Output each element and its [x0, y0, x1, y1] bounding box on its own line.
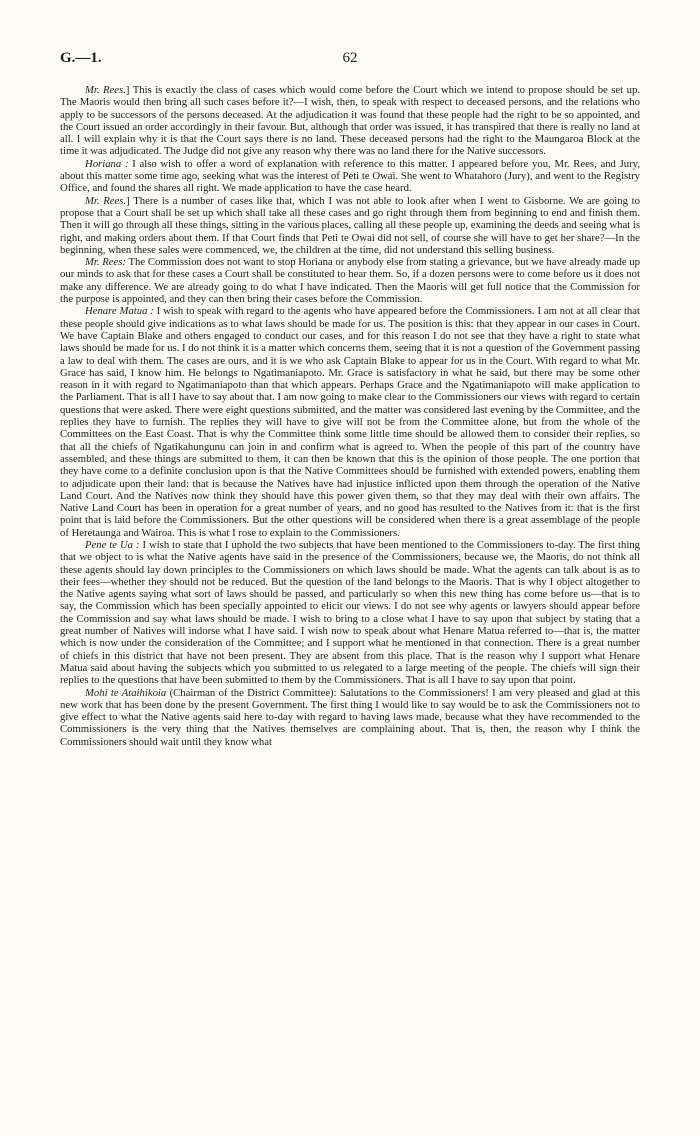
paragraph-text: I wish to speak with regard to the agents who have appeared before the Commissioners. I am not at all clear that these people should give indications as to what laws should be made for us. The position is this: that they appear in our cases in Court. We have Captain Blake and others engaged to conduct our cases, and for this reason I do not see that they have a right to state what laws should be made for us. I do not think it is a matter which concerns them, seeing that it is not a question of the Government passing a law to deal with them. The cases are ours, and it is we who ask Captain Blake to appear for us in the Court. With regard to what Mr. Grace has said, I know him. He belongs to Ngatimaniapoto. Mr. Grace is satisfactory in what he said, but there may be some other reason in it with regard to Ngatimaniapoto than that which appears. Perhaps Grace and the Ngatimaniapoto will make application to the Parliament. That is all I have to say about that. I am now going to make clear to the Commissioners our views with regard to certain questions that were asked. There were eight questions submitted, and the matter was considered last evening by the Committee, and the replies they have to furnish. The replies they will have to give will not be from the Committee alone, but from the whole of the Committees on the East Coast. That is why the Committee think some little time should be allowed them to consider their replies, so that all the chiefs of Ngatikahungunu can join in and confirm what is agreed to. When the people of this part of the country have assembled, and these things are submitted to them, it can then be known that this is the opinion of those people. The one portion that they have come to a definite conclusion upon is that the Native Committees should be furnished with extended powers, enabling them to adjudicate upon their land: that is because the Natives have had injustice inflicted upon them through the operation of the Native Land Court. And the Natives now think they should have this power given them, so that they may deal with their own affairs. The Native Land Court has been in operation for a great number of years, and no good has resulted to the Natives from it: that is the first point that is laid before the Commissioners. But the other questions will be considered when there is a great assemblage of the people of Heretaunga and Wairoa. This is what I rose to explain to the Commissioners. — [60, 305, 640, 539]
speaker-name: Mr. Rees: — [85, 256, 126, 269]
paragraph-text: I also wish to offer a word of explanation with reference to this matter. I appeared before you, Mr. Rees, and Jury, about this matter some time ago, seeking what was the interest of Peti te Owai. She went to Whatahoro (Jury), and went to the Registry Office, and found the shares all right. We made application to have the case heard. — [60, 157, 640, 195]
paragraph-text: The Commission does not want to stop Horiana or anybody else from stating a grievance, but we have already made up our minds to ask that for these cases a Court shall be constituted to hear them. So, if a dozen persons were to come before us it does not make any difference. We are already going to do what I have indicated. Then the Maoris will get full notice that the Commission for the purpose is appointed, and they can then bring their cases before the Commission. — [60, 256, 640, 306]
page-number: 62 — [342, 50, 358, 66]
speaker-name: Mr. Rees. — [85, 194, 127, 207]
speaker-name: Mohi te Ataihikoia — [85, 686, 167, 699]
paragraph — [60, 84, 640, 158]
paragraph — [60, 256, 640, 305]
body-text — [60, 84, 640, 1124]
speaker-name: Pene te Ua : — [85, 538, 140, 551]
paragraph-text: (Chairman of the District Committee): Salutations to the Commissioners! I am very pleased and glad at this new work that has been done by the present Government. The first thing I would like to say would be to ask the Commissioners not to give effect to what the Native agents said here to-day with regard to having laws made, because what they have recommended to the Commissioners is the very thing that the Natives themselves are complaining about. That is, then, the reason why I think the Commissioners should wait until they know what — [60, 686, 640, 748]
paragraph — [60, 687, 640, 748]
paragraph-text: ] This is exactly the class of cases which would come before the Court which we intend to propose should be set up. The Maoris would then bring all such cases before it?—I wish, then, to speak with respect to deceased persons, and the relations who apply to be successors of the persons deceased. At the adjudication it was found that these people had the right to be so appointed, and the Court issued an order accordingly in their favour. But, although that order was issued, it has transpired that there is really no land at all. I will explain why it is that the Court says there is no land. These deceased persons had the right to the Maungaroa Block at the time it was adjudicated. The Judge did not give any reason why there was no land there for the Native successors. — [60, 84, 640, 158]
paragraph — [60, 305, 640, 539]
paragraph — [60, 195, 640, 256]
paragraph-text: ] There is a number of cases like that, which I was not able to look after when I went to Gisborne. We are going to propose that a Court shall be set up which shall take all these cases and go right through them from beginning to end and finish them. Then it will go through all these things, sitting in the various places, calling all these people up, examining the deeds and seeing what is right, and making orders about them. If that Court finds that Peti te Owai did not sell, of course she will have to get her share?—In the beginning, when these sales were commenced, we, the children at the time, did not understand this selling business. — [60, 194, 640, 256]
document-reference: G.—1. — [60, 50, 102, 66]
paragraph — [60, 539, 640, 687]
paragraph-text: I wish to state that I uphold the two subjects that have been mentioned to the Commissioners to-day. The first thing that we object to is what the Native agents have said in the presence of the Commissioners, because we, the Maoris, do not think all these agents should lay down principles to the Commissioners on which laws should be made. What the agents can talk about is as to their fees—whether they should not be reduced. But the question of the land belongs to the Maoris. That is why I object altogether to the Native agents saying what sort of laws should be passed, and particularly so when this new thing has come before us—that is to say, the Commission which has been specially appointed to elicit our views. I do not see why agents or lawyers should appear before the Commission and say what laws should be made. I wish to bring to a close what I have to say upon that subject by stating that a great number of Natives will indorse what I have said. I wish now to speak about what Henare Matua referred to—that is, the matter which is now under the consideration of the Committee; and I support what he mentioned in that connection. There is a great number of chiefs in this district that have not been present. They are absent from this place. That is the reason why I support what Henare Matua said about having the subjects which you submitted to us relegated to a large meeting of the people. The chiefs will sign their replies to the questions that have been submitted to them by the Commissioners. That is all I have to say upon that point. — [60, 538, 640, 687]
speaker-name: Henare Matua : — [85, 305, 154, 318]
speaker-name: Mr. Rees. — [85, 84, 126, 96]
paragraph — [60, 158, 640, 195]
page-header — [60, 50, 640, 72]
speaker-name: Horiana : — [85, 157, 129, 170]
